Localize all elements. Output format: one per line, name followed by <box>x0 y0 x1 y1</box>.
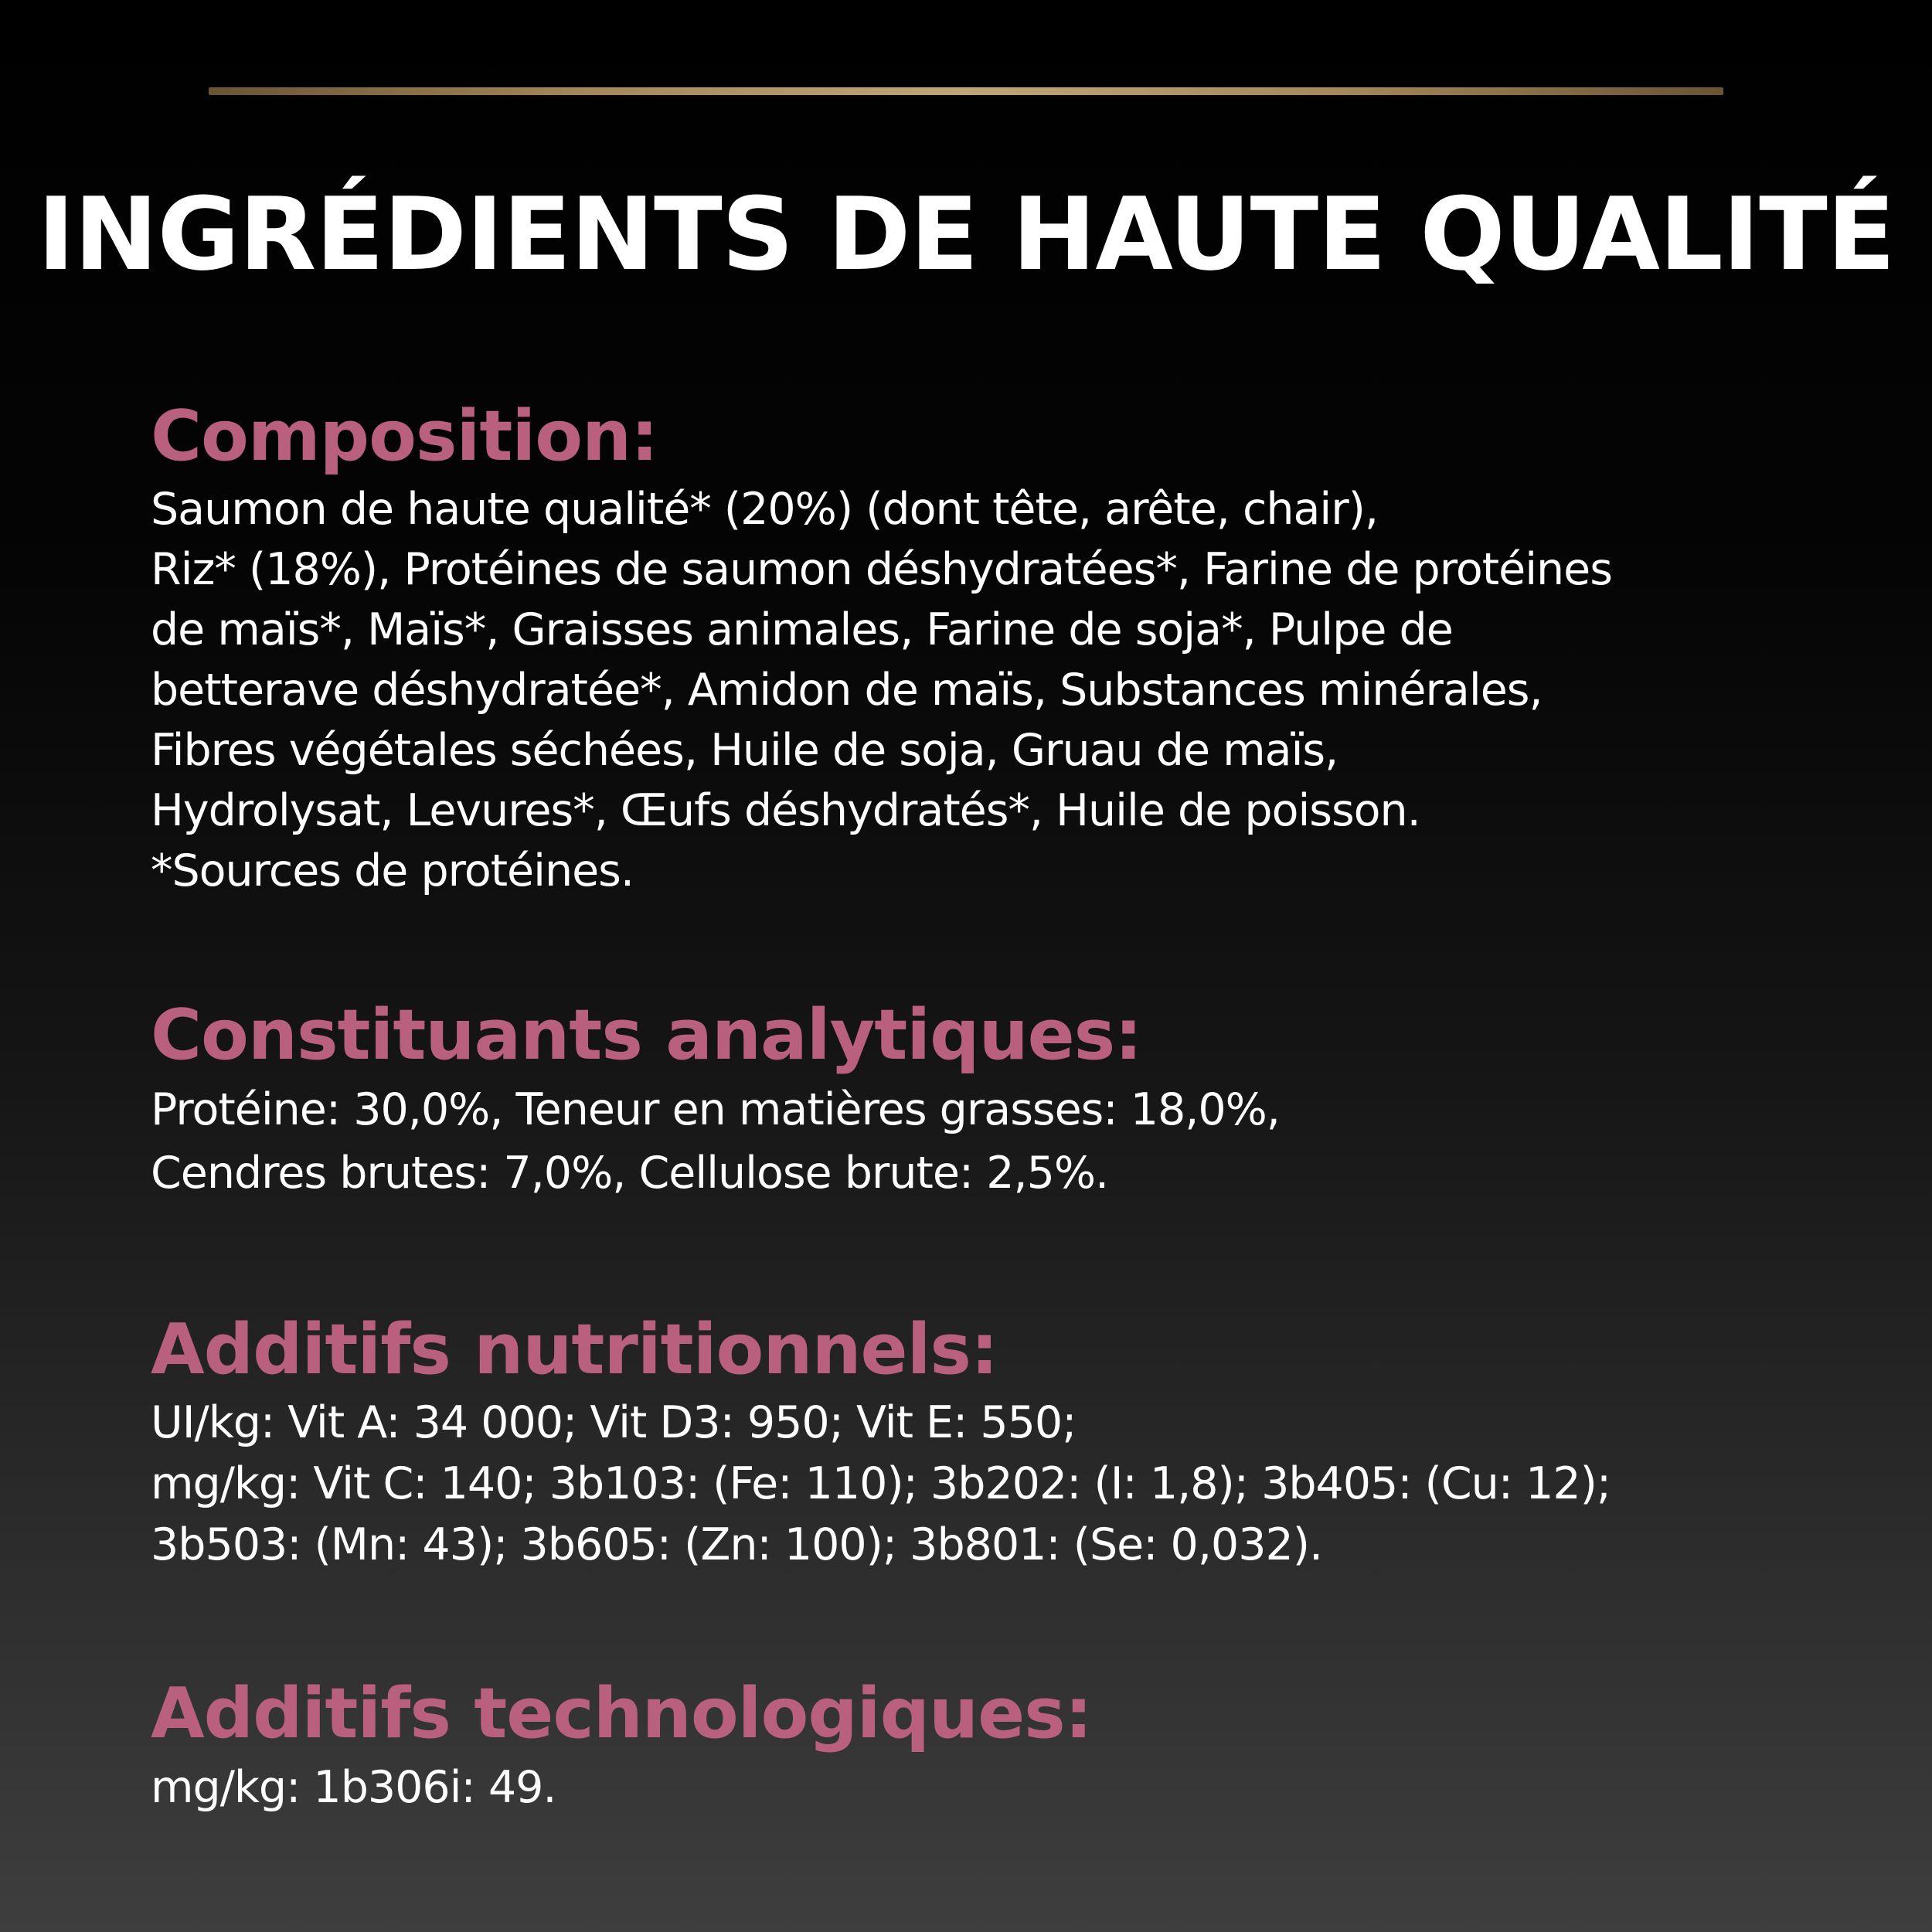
composition-line: Hydrolysat, Levures*, Œufs déshydratés*, Huile de poisson. <box>151 785 1420 836</box>
composition-heading: Composition: <box>151 396 658 477</box>
nutritional-additives-heading: Additifs nutritionnels: <box>151 1309 998 1390</box>
composition-text <box>151 479 1812 901</box>
nutritional-additives-section <box>151 1308 1812 1576</box>
composition-line: betterave déshydratée*, Amidon de maïs, Substances minérales, <box>151 665 1543 716</box>
gold-divider-rule <box>209 87 1723 95</box>
technological-additives-section <box>151 1672 1812 1818</box>
technological-additives-text <box>151 1757 1812 1818</box>
protein-sources-footnote: *Sources de protéines. <box>151 845 634 896</box>
analytical-constituents-text <box>151 1078 1812 1205</box>
composition-line: Riz* (18%), Protéines de saumon déshydratées*, Farine de protéines <box>151 544 1612 595</box>
composition-line: de maïs*, Maïs*, Graisses animales, Farine de soja*, Pulpe de <box>151 604 1453 655</box>
analytical-constituents-line: Cendres brutes: 7,0%, Cellulose brute: 2,5%. <box>151 1148 1109 1199</box>
composition-line: Fibres végétales séchées, Huile de soja, Gruau de maïs, <box>151 725 1338 776</box>
technological-additives-line: mg/kg: 1b306i: 49. <box>151 1762 556 1813</box>
analytical-constituents-heading: Constituants analytiques: <box>151 995 1142 1076</box>
technological-additives-heading: Additifs technologiques: <box>151 1673 1092 1754</box>
analytical-constituents-line: Protéine: 30,0%, Teneur en matières grasses: 18,0%, <box>151 1084 1280 1135</box>
page-title: INGRÉDIENTS DE HAUTE QUALITÉ <box>37 175 1895 293</box>
nutritional-additives-line: 3b503: (Mn: 43); 3b605: (Zn: 100); 3b801: (Se: 0,032). <box>151 1519 1323 1570</box>
analytical-constituents-section <box>151 993 1812 1205</box>
composition-section <box>151 394 1812 901</box>
nutritional-additives-text <box>151 1393 1812 1576</box>
composition-line: Saumon de haute qualité* (20%) (dont tête, arête, chair), <box>151 484 1379 535</box>
nutritional-additives-line: UI/kg: Vit A: 34 000; Vit D3: 950; Vit E: 550; <box>151 1397 1077 1448</box>
nutritional-additives-line: mg/kg: Vit C: 140; 3b103: (Fe: 110); 3b202: (I: 1,8); 3b405: (Cu: 12); <box>151 1458 1611 1509</box>
